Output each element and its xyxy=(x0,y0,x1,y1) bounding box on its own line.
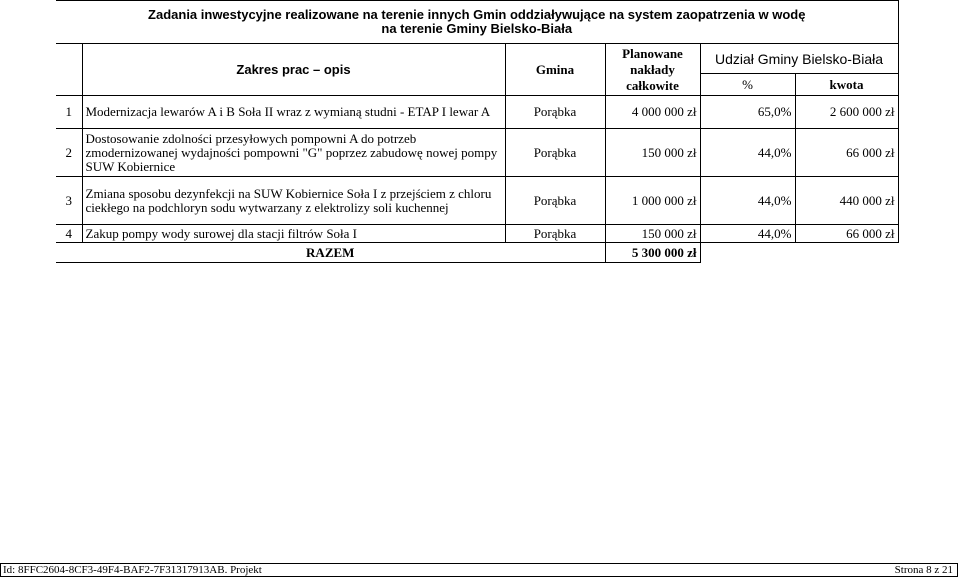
page-number: Strona 8 z 21 xyxy=(894,564,953,576)
row-kwota: 2 600 000 zł xyxy=(795,96,898,129)
row-description: Dostosowanie zdolności przesyłowych pompowni A do potrzeb zmodernizowanej wydajności pompowni "G" poprzez zabudowę nowej pompy SUW Kobiernice xyxy=(82,129,505,177)
row-naklady: 4 000 000 zł xyxy=(605,96,700,129)
row-number: 3 xyxy=(56,177,82,225)
row-kwota: 440 000 zł xyxy=(795,177,898,225)
header-nr-cell xyxy=(56,44,82,96)
razem-empty xyxy=(700,243,898,263)
header-row-1 xyxy=(56,44,898,74)
title-line-2: na terenie Gminy Bielsko-Biała xyxy=(381,21,573,36)
document-id: Id: 8FFC2604-8CF3-49F4-BAF2-7F31317913AB. Projekt xyxy=(3,564,262,576)
row-procent: 65,0% xyxy=(700,96,795,129)
razem-value: 5 300 000 zł xyxy=(605,243,700,263)
title-line-1: Zadania inwestycyjne realizowane na terenie innych Gmin oddziaływujące na system zaopatrzenia w wodę xyxy=(148,7,806,22)
row-number: 4 xyxy=(56,225,82,243)
row-number: 1 xyxy=(56,96,82,129)
row-number: 2 xyxy=(56,129,82,177)
razem-label: RAZEM xyxy=(56,243,605,263)
row-gmina: Porąbka xyxy=(505,225,605,243)
investment-table xyxy=(56,0,899,263)
table-row xyxy=(56,225,898,243)
row-gmina: Porąbka xyxy=(505,96,605,129)
row-naklady: 150 000 zł xyxy=(605,225,700,243)
table-row xyxy=(56,177,898,225)
header-udzial: Udział Gminy Bielsko-Biała xyxy=(700,44,898,74)
row-naklady: 1 000 000 zł xyxy=(605,177,700,225)
row-procent: 44,0% xyxy=(700,177,795,225)
title-row xyxy=(56,1,898,44)
table-title xyxy=(56,1,898,44)
header-planowane-line-1: Planowane xyxy=(622,45,683,61)
page-footer xyxy=(0,563,958,577)
row-kwota: 66 000 zł xyxy=(795,225,898,243)
razem-row xyxy=(56,243,898,263)
row-description: Zmiana sposobu dezynfekcji na SUW Kobiernice Soła I z przejściem z chloru ciekłego na podchloryn sodu wytwarzany z elektrolizy soli kuchennej xyxy=(82,177,505,225)
row-description: Zakup pompy wody surowej dla stacji filtrów Soła I xyxy=(82,225,505,243)
header-planowane xyxy=(605,44,700,96)
header-gmina: Gmina xyxy=(505,44,605,96)
row-procent: 44,0% xyxy=(700,129,795,177)
row-kwota: 66 000 zł xyxy=(795,129,898,177)
row-naklady: 150 000 zł xyxy=(605,129,700,177)
header-planowane-line-3: całkowite xyxy=(626,77,679,93)
table-row xyxy=(56,129,898,177)
header-planowane-line-2: nakłady xyxy=(630,61,675,77)
row-description: Modernizacja lewarów A i B Soła II wraz z wymianą studni - ETAP I lewar A xyxy=(82,96,505,129)
row-procent: 44,0% xyxy=(700,225,795,243)
header-procent: % xyxy=(700,74,795,96)
row-gmina: Porąbka xyxy=(505,177,605,225)
header-kwota: kwota xyxy=(795,74,898,96)
row-gmina: Porąbka xyxy=(505,129,605,177)
header-zakres: Zakres prac – opis xyxy=(82,44,505,96)
table-row xyxy=(56,96,898,129)
